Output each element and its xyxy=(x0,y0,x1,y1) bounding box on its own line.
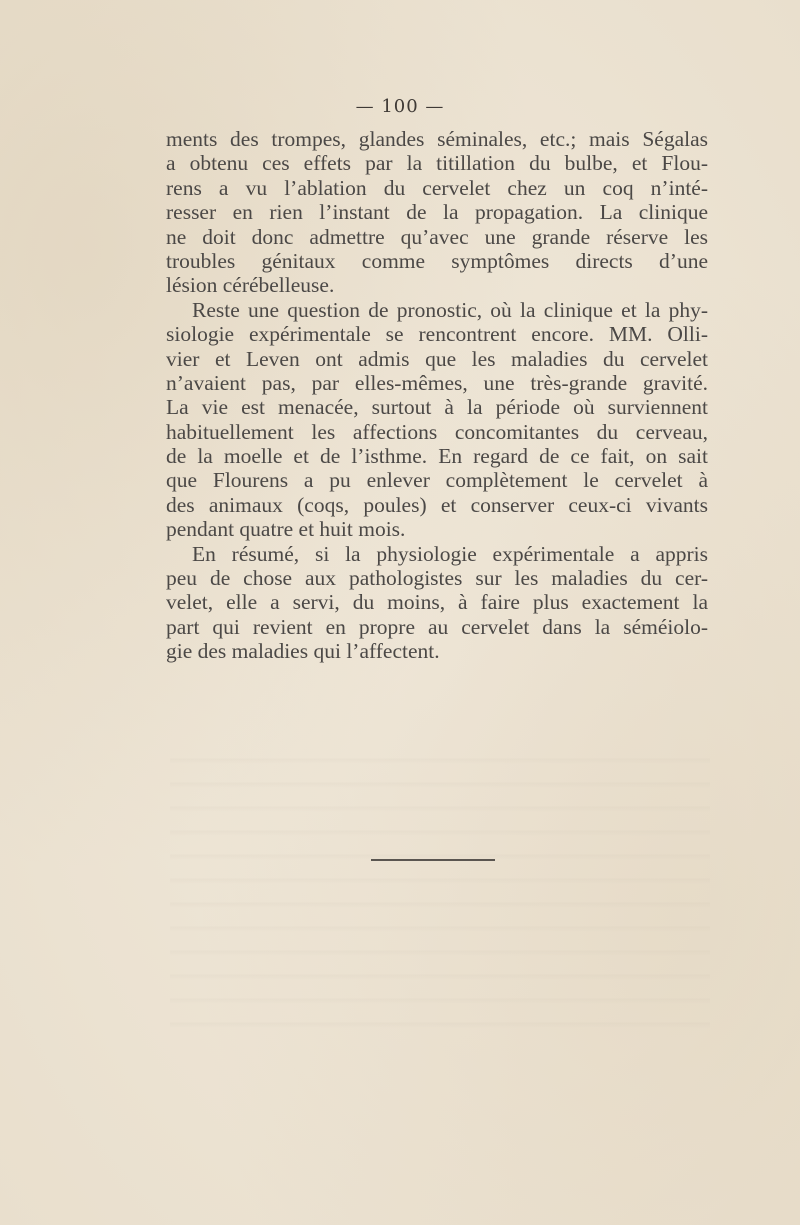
text-line: gie des maladies qui l’affectent. xyxy=(166,639,440,664)
text-line: ments des trompes, glandes séminales, etc.; mais Ségalas xyxy=(166,127,708,151)
end-rule-divider xyxy=(371,859,495,861)
text-line: troubles génitaux comme symptômes directs d’une xyxy=(166,248,708,273)
body-text xyxy=(166,127,708,664)
text-line: vier et Leven ont admis que les maladies du cervelet xyxy=(166,346,708,371)
text-line: lésion cérébelleuse. xyxy=(166,273,335,298)
text-line: a obtenu ces effets par la titillation du bulbe, et Flou- xyxy=(166,151,708,176)
text-line: ne doit donc admettre qu’avec une grande réserve les xyxy=(166,224,708,249)
text-line: n’avaient pas, par elles-mêmes, une très-grande gravité. xyxy=(166,370,708,395)
text-line: part qui revient en propre au cervelet dans la séméiolo- xyxy=(166,614,708,639)
text-line: pendant quatre et huit mois. xyxy=(166,517,406,542)
text-line: que Flourens a pu enlever complètement le cervelet à xyxy=(166,468,708,493)
text-line: La vie est menacée, surtout à la période où surviennent xyxy=(166,395,708,420)
text-line: de la moelle et de l’isthme. En regard de ce fait, on sait xyxy=(166,444,708,469)
text-line: velet, elle a servi, du moins, à faire plus exactement la xyxy=(166,590,708,615)
text-line: peu de chose aux pathologistes sur les maladies du cer- xyxy=(166,566,708,591)
page-number-header: — 100 — xyxy=(355,96,445,117)
text-line: En résumé, si la physiologie expérimentale a appris xyxy=(192,541,708,566)
text-line: siologie expérimentale se rencontrent encore. MM. Olli- xyxy=(166,322,708,347)
text-line: Reste une question de pronostic, où la clinique et la phy- xyxy=(192,297,708,322)
text-line: des animaux (coqs, poules) et conserver ceux-ci vivants xyxy=(166,492,708,517)
show-through-texture xyxy=(170,740,710,1030)
text-line: resser en rien l’instant de la propagation. La clinique xyxy=(166,200,708,225)
text-line: rens a vu l’ablation du cervelet chez un coq n’inté- xyxy=(166,175,708,200)
text-line: habituellement les affections concomitantes du cerveau, xyxy=(166,419,708,444)
